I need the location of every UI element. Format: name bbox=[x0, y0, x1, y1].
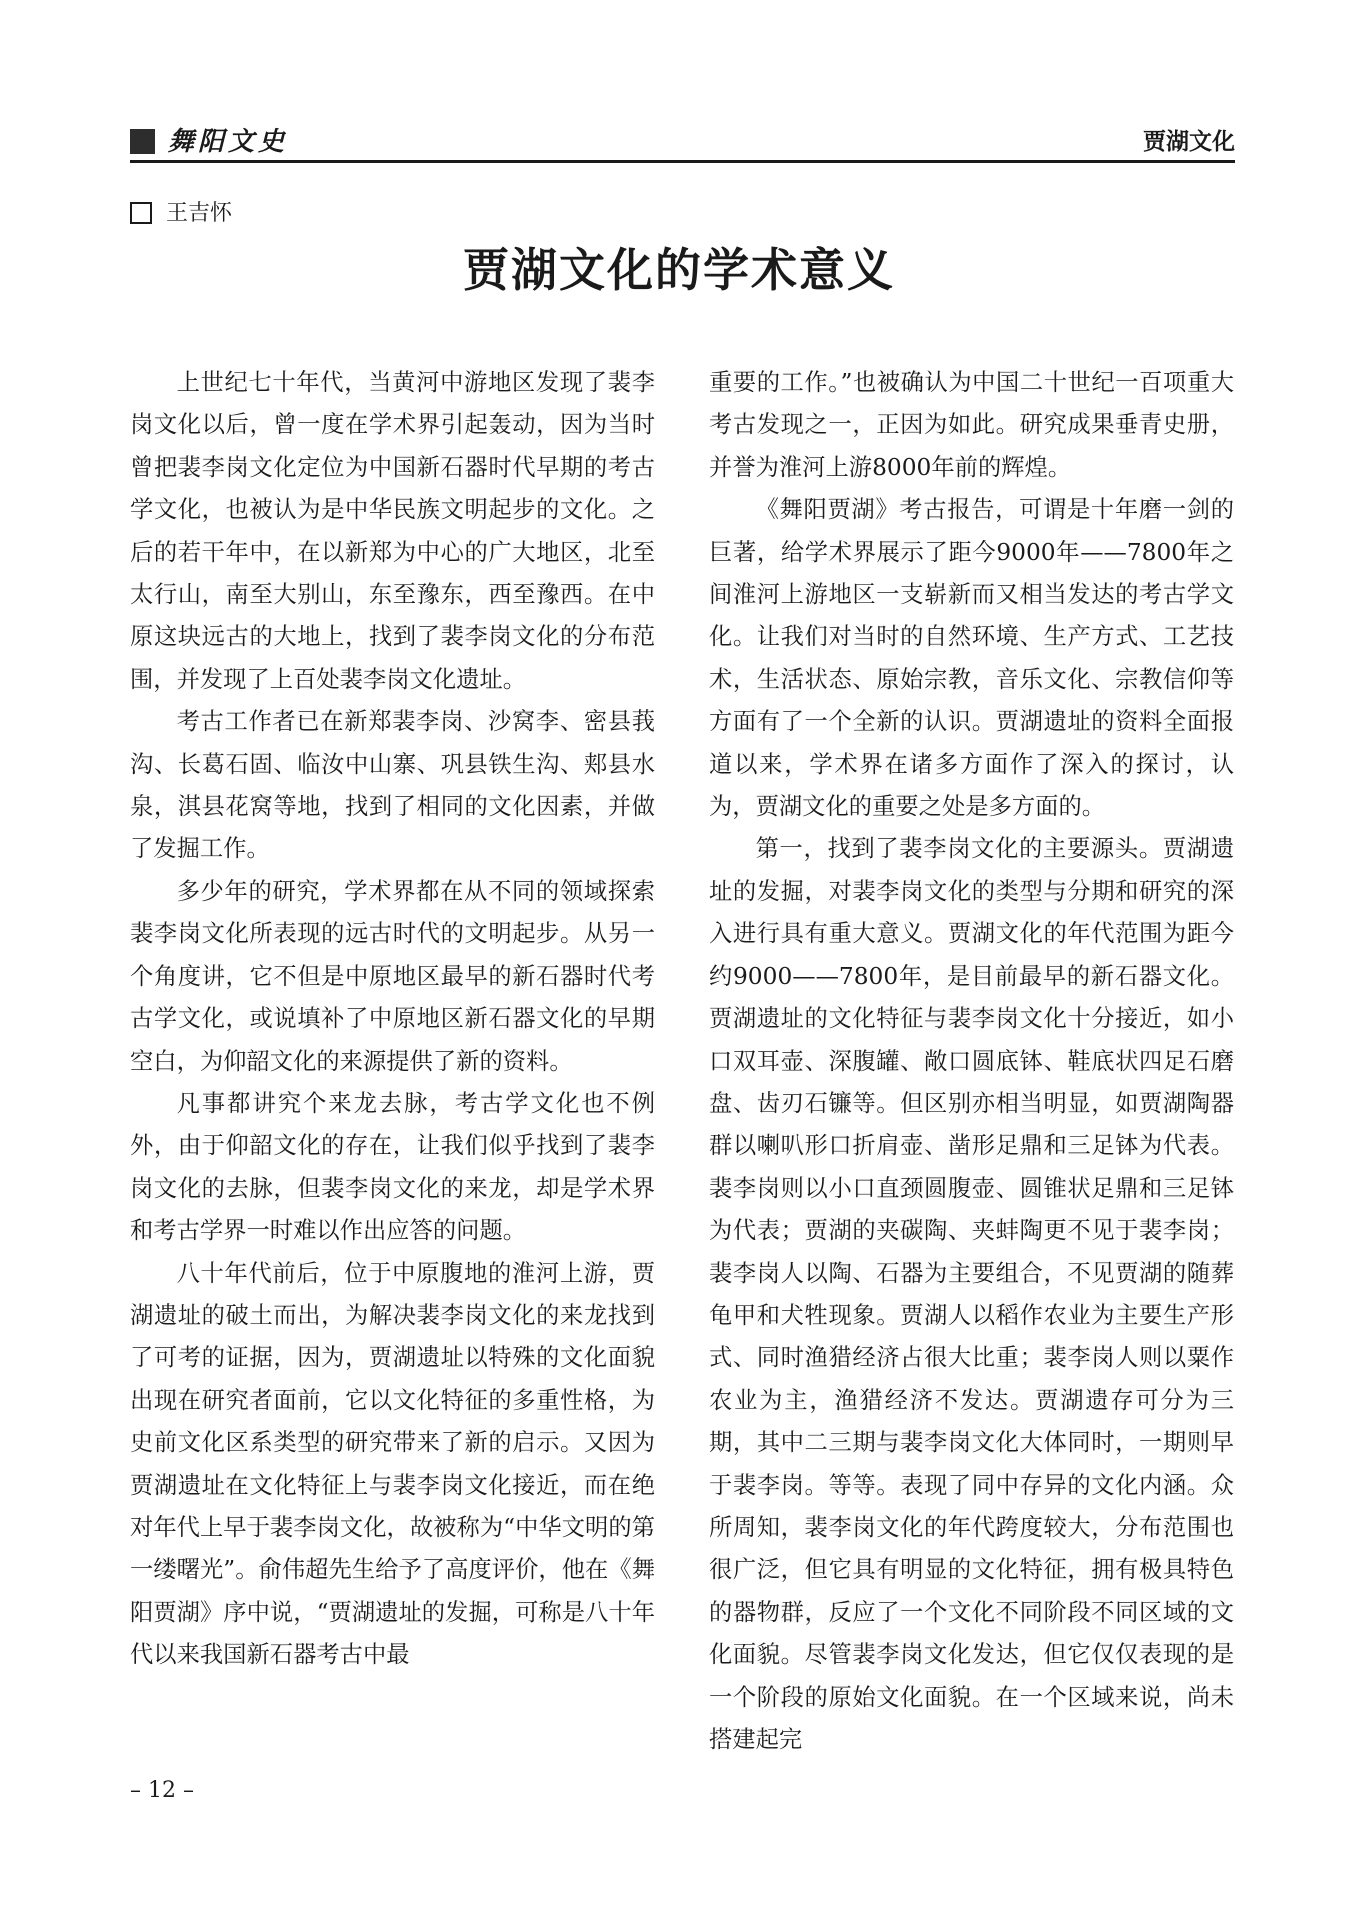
author-name: 王吉怀 bbox=[166, 201, 233, 226]
header-square-icon bbox=[130, 129, 155, 154]
paragraph-continuation: 重要的工作。”也被确认为中国二十世纪一百项重大考古发现之一，正因为如此。研究成果垂青史册，并誉为淮河上游8000年前的辉煌。 bbox=[709, 369, 1234, 481]
section-name: 贾湖文化 bbox=[1143, 129, 1235, 155]
left-column bbox=[130, 362, 655, 1677]
journal-name: 舞阳文史 bbox=[168, 127, 289, 157]
paragraph: 第一，找到了裴李岗文化的主要源头。贾湖遗址的发掘，对裴李岗文化的类型与分期和研究的深入进行具有重大意义。贾湖文化的年代范围为距今约9000——7800年，是目前最早的新石器文化。贾湖遗址的文化特征与裴李岗文化十分接近，如小口双耳壶、深腹罐、敞口圆底钵、鞋底状四足石磨盘、齿刃石镰等。但区别亦相当明显，如贾湖陶器群以喇叭形口折肩壶、凿形足鼎和三足钵为代表。裴李岗则以小口直颈圆腹壶、圆锥状足鼎和三足钵为代表；贾湖的夹碳陶、夹蚌陶更不见于裴李岗；裴李岗人以陶、石器为主要组合，不见贾湖的随葬龟甲和犬牲现象。贾湖人以稻作农业为主要生产形式、同时渔猎经济占很大比重；裴李岗人则以粟作农业为主，渔猎经济不发达。贾湖遗存可分为三期，其中二三期与裴李岗文化大体同时，一期则早于裴李岗。等等。表现了同中存异的文化内涵。众所周知，裴李岗文化的年代跨度较大，分布范围也很广泛，但它具有明显的文化特征，拥有极具特色的器物群，反应了一个文化不同阶段不同区域的文化面貌。尽管裴李岗文化发达，但它仅仅表现的是一个阶段的原始文化面貌。在一个区域来说，尚未搭建起完 bbox=[709, 835, 1234, 1753]
paragraph: 多少年的研究，学术界都在从不同的领域探索裴李岗文化所表现的远古时代的文明起步。从另一个角度讲，它不但是中原地区最早的新石器时代考古学文化，或说填补了中原地区新石器文化的早期空白，为仰韶文化的来源提供了新的资料。 bbox=[130, 877, 655, 1075]
header-rule bbox=[130, 160, 1235, 163]
paragraph: 凡事都讲究个来龙去脉，考古学文化也不例外，由于仰韶文化的存在，让我们似乎找到了裴李岗文化的去脉，但裴李岗文化的来龙，却是学术界和考古学界一时难以作出应答的问题。 bbox=[130, 1089, 655, 1245]
right-column bbox=[709, 362, 1234, 1761]
running-header bbox=[130, 126, 1235, 162]
paragraph: 上世纪七十年代，当黄河中游地区发现了裴李岗文化以后，曾一度在学术界引起轰动，因为当时曾把裴李岗文化定位为中国新石器时代早期的考古学文化，也被认为是中华民族文明起步的文化。之后的若干年中，在以新郑为中心的广大地区，北至太行山，南至大别山，东至豫东，西至豫西。在中原这块远古的大地上，找到了裴李岗文化的分布范围，并发现了上百处裴李岗文化遗址。 bbox=[130, 369, 655, 693]
paragraph: 考古工作者已在新郑裴李岗、沙窝李、密县莪沟、长葛石固、临汝中山寨、巩县铁生沟、郏县水泉，淇县花窝等地，找到了相同的文化因素，并做了发掘工作。 bbox=[130, 708, 655, 863]
page-number: – 12 – bbox=[130, 1778, 194, 1803]
article-title: 贾湖文化的学术意义 bbox=[463, 243, 895, 297]
author-box-icon bbox=[130, 202, 152, 224]
paragraph: 八十年代前后，位于中原腹地的淮河上游，贾湖遗址的破土而出，为解决裴李岗文化的来龙找到了可考的证据，因为，贾湖遗址以特殊的文化面貌出现在研究者面前，它以文化特征的多重性格，为史前文化区系类型的研究带来了新的启示。又因为贾湖遗址在文化特征上与裴李岗文化接近，而在绝对年代上早于裴李岗文化，故被称为“中华文明的第一缕曙光”。俞伟超先生给予了高度评价，他在《舞阳贾湖》序中说，“贾湖遗址的发掘，可称是八十年代以来我国新石器考古中最 bbox=[130, 1259, 655, 1669]
paragraph: 《舞阳贾湖》考古报告，可谓是十年磨一剑的巨著，给学术界展示了距今9000年——7800年之间淮河上游地区一支崭新而又相当发达的考古学文化。让我们对当时的自然环境、生产方式、工艺技术，生活状态、原始宗教，音乐文化、宗教信仰等方面有了一个全新的认识。贾湖遗址的资料全面报道以来，学术界在诸多方面作了深入的探讨，认为，贾湖文化的重要之处是多方面的。 bbox=[709, 496, 1234, 821]
